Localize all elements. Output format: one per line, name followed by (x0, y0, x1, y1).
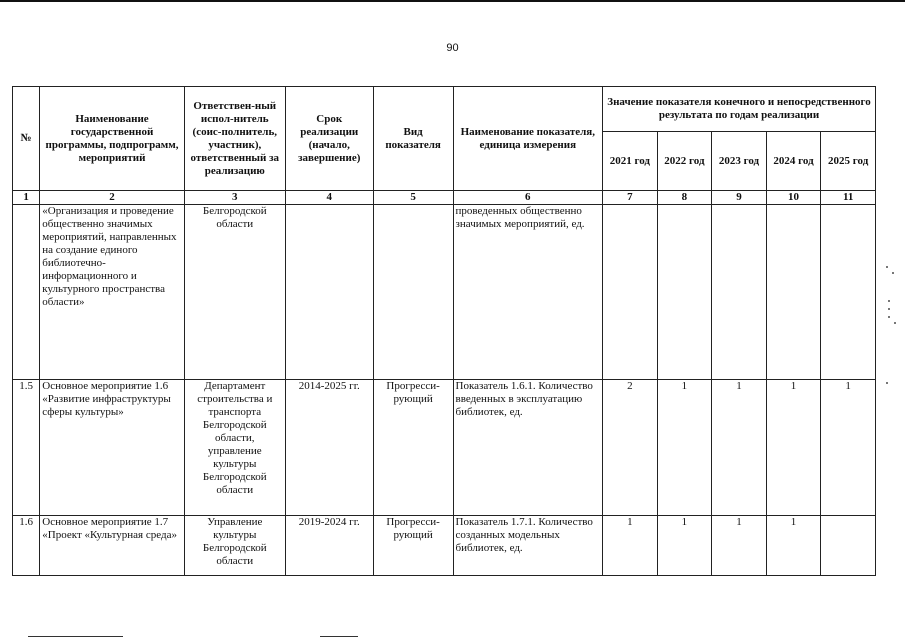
row-period (285, 205, 373, 380)
row-value-2025 (821, 205, 876, 380)
row-type: Прогресси-рующий (373, 516, 453, 576)
header-year-2021: 2021 год (603, 132, 658, 191)
column-number: 11 (821, 191, 876, 205)
row-value-2024 (766, 205, 821, 380)
header-executor: Ответствен-ный испол-нитель (соис-полнитель, участник), ответственный за реализацию (184, 87, 285, 191)
row-value-2021: 2 (603, 380, 658, 516)
header-year-2022: 2022 год (657, 132, 712, 191)
row-executor: Белгородской области (184, 205, 285, 380)
header-indicator-type: Вид показателя (373, 87, 453, 191)
row-value-2025: 1 (821, 380, 876, 516)
row-value-2021: 1 (603, 516, 658, 576)
column-number: 3 (184, 191, 285, 205)
column-number: 8 (657, 191, 712, 205)
row-executor: Управление культуры Белгородской области (184, 516, 285, 576)
row-value-2022 (657, 205, 712, 380)
row-num (13, 205, 40, 380)
row-period: 2019-2024 гг. (285, 516, 373, 576)
row-value-2023: 1 (712, 516, 767, 576)
row-indicator: проведенных общественно значимых мероприятий, ед. (453, 205, 603, 380)
row-executor: Департамент строительства и транспорта Белгородской области, управление культуры Белгородской области (184, 380, 285, 516)
row-value-2024: 1 (766, 380, 821, 516)
row-value-2024: 1 (766, 516, 821, 576)
row-value-2021 (603, 205, 658, 380)
row-num: 1.6 (13, 516, 40, 576)
bottom-rule-mid (320, 636, 358, 637)
header-values-group: Значение показателя конечного и непосредственного результата по годам реализации (603, 87, 876, 132)
row-value-2023: 1 (712, 380, 767, 516)
column-number: 10 (766, 191, 821, 205)
indicators-table (12, 86, 876, 576)
column-number: 4 (285, 191, 373, 205)
row-value-2022: 1 (657, 516, 712, 576)
row-value-2025 (821, 516, 876, 576)
row-value-2023 (712, 205, 767, 380)
column-number: 5 (373, 191, 453, 205)
row-indicator: Показатель 1.7.1. Количество созданных модельных библиотек, ед. (453, 516, 603, 576)
column-number: 6 (453, 191, 603, 205)
row-type: Прогресси-рующий (373, 380, 453, 516)
header-num: № (13, 87, 40, 191)
row-indicator: Показатель 1.6.1. Количество введенных в эксплуатацию библиотек, ед. (453, 380, 603, 516)
column-number: 1 (13, 191, 40, 205)
scan-margin-marks (884, 262, 900, 392)
header-indicator-name: Наименование показателя, единица измерения (453, 87, 603, 191)
row-program: «Организация и проведение общественно значимых мероприятий, направленных на создание единого библиотечно-информационного и культурного пространства области» (40, 205, 184, 380)
header-period: Срок реализации (начало, завершение) (285, 87, 373, 191)
header-year-2023: 2023 год (712, 132, 767, 191)
table-row (13, 380, 876, 516)
row-value-2022: 1 (657, 380, 712, 516)
column-number: 2 (40, 191, 184, 205)
column-number: 7 (603, 191, 658, 205)
column-numbers-row (13, 191, 876, 205)
row-type (373, 205, 453, 380)
page-number: 90 (446, 42, 459, 54)
row-num: 1.5 (13, 380, 40, 516)
table-row (13, 205, 876, 380)
header-program: Наименование государственной программы, подпрограмм, мероприятий (40, 87, 184, 191)
top-border-line (0, 0, 905, 2)
column-number: 9 (712, 191, 767, 205)
row-period: 2014-2025 гг. (285, 380, 373, 516)
bottom-rule-left (28, 636, 123, 637)
header-year-2025: 2025 год (821, 132, 876, 191)
row-program: Основное мероприятие 1.7 «Проект «Культурная среда» (40, 516, 184, 576)
table-row (13, 516, 876, 576)
header-year-2024: 2024 год (766, 132, 821, 191)
row-program: Основное мероприятие 1.6 «Развитие инфраструктуры сферы культуры» (40, 380, 184, 516)
